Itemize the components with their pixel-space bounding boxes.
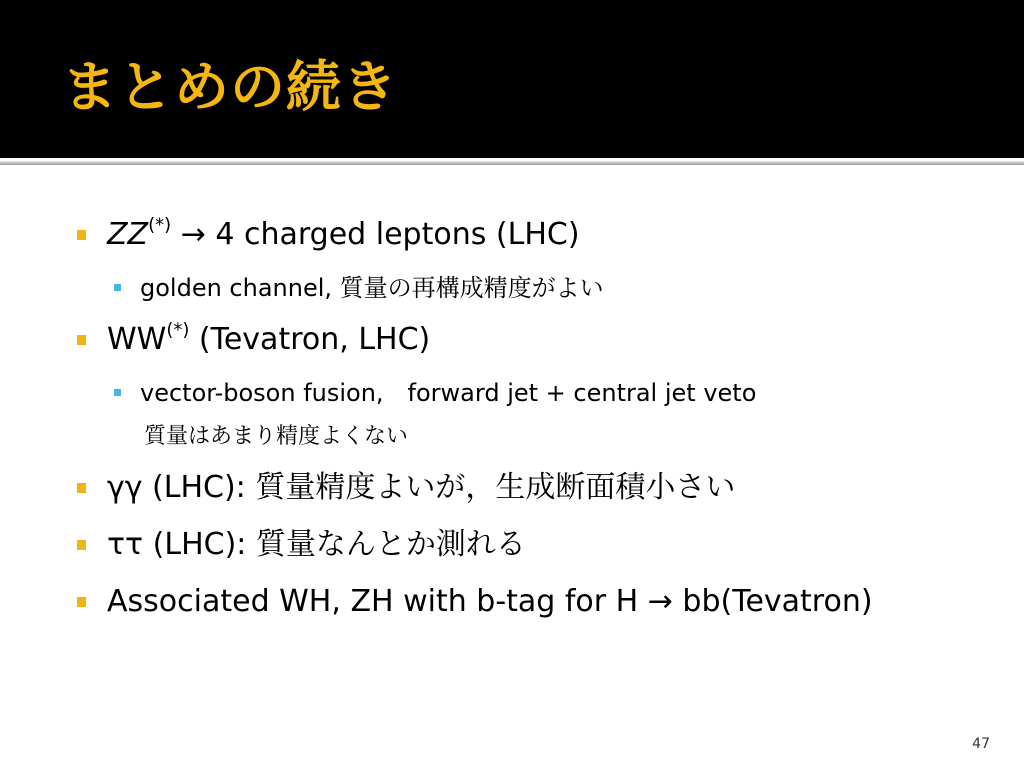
bullet-associated-text: Associated WH, ZH with b-tag for H → bb(Tevatron) xyxy=(107,584,873,619)
bullet-tau-tau-text: ττ (LHC): 質量なんとか測れる xyxy=(107,527,526,562)
bullet-gamma-gamma xyxy=(107,468,735,508)
bullet-zz xyxy=(107,215,580,255)
bullet-marker-icon xyxy=(77,540,86,550)
title-bar xyxy=(0,0,1024,158)
sub-bullet-vbf-text: vector-boson fusion, forward jet + central jet veto xyxy=(140,379,757,407)
bullet-ww-text: (Tevatron, LHC) xyxy=(189,322,431,357)
bullet-zz-superscript: (*) xyxy=(148,214,172,236)
slide-title: まとめの続き xyxy=(62,55,399,119)
bullet-zz-text: → 4 charged leptons (LHC) xyxy=(171,217,580,252)
bullet-ww xyxy=(107,320,430,360)
bullet-marker-icon xyxy=(77,230,86,240)
title-divider xyxy=(0,161,1024,165)
bullet-marker-icon xyxy=(77,483,86,493)
sub-bullet-vbf-continuation: 質量はあまり精度よくない xyxy=(144,424,409,449)
bullet-marker-icon xyxy=(77,335,86,345)
sub-bullet-golden-text: golden channel, 質量の再構成精度がよい xyxy=(140,274,604,302)
bullet-marker-icon xyxy=(77,597,86,607)
sub-bullet-vbf xyxy=(140,377,756,409)
bullet-zz-symbol: ZZ xyxy=(107,217,149,252)
bullet-ww-superscript: (*) xyxy=(166,319,190,341)
sub-bullet-marker-icon xyxy=(114,389,121,396)
bullet-tau-tau xyxy=(107,525,526,565)
bullet-gamma-gamma-text: γγ (LHC): 質量精度よいが，生成断面積小さい xyxy=(107,470,736,505)
bullet-associated xyxy=(107,582,873,622)
sub-bullet-marker-icon xyxy=(114,284,121,291)
sub-bullet-golden xyxy=(140,272,604,304)
page-number: 47 xyxy=(972,736,990,752)
bullet-ww-symbol: WW xyxy=(107,322,167,357)
